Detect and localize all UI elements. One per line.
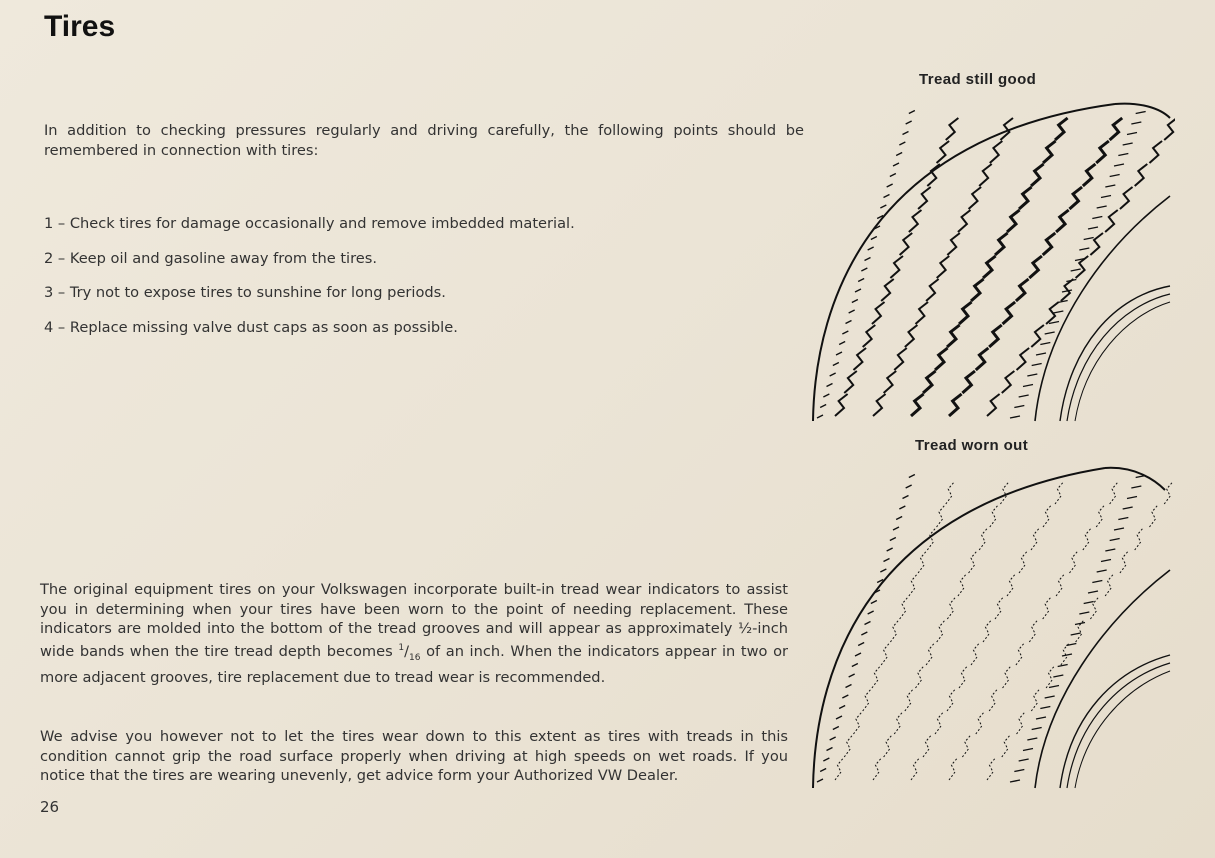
worn-tread-caption: Tread worn out xyxy=(915,437,1029,454)
page-title: Tires xyxy=(44,10,116,43)
good-tread-pattern xyxy=(817,111,1175,419)
list-item: 4 – Replace missing valve dust caps as soon as possible. xyxy=(44,318,458,336)
worn-tread-tire-illustration xyxy=(805,460,1175,790)
good-tread-caption: Tread still good xyxy=(919,71,1037,88)
good-tread-tire-illustration xyxy=(805,96,1175,426)
list-item: 3 – Try not to expose tires to sunshine for long periods. xyxy=(44,284,446,301)
worn-tire-outline xyxy=(813,468,1170,788)
wear-text-end: of an inch. When the indicators appear in two or more adjacent grooves, tire replacement due to tread wear is recommended. xyxy=(40,642,788,686)
intro-paragraph: In addition to checking pressures regularly and driving carefully, the following points should be remembered in connection with tires: xyxy=(44,122,804,159)
fraction-numerator: 1 xyxy=(398,642,405,653)
worn-tread-pattern xyxy=(817,475,1173,783)
tire-care-list xyxy=(44,212,575,350)
advice-paragraph: We advise you however not to let the tires wear down to this extent as tires with treads in this condition cannot grip the road surface properly when driving at high speeds on wet roads. If you notice that the tires are wearing unevenly, get advice form your Authorized VW Dealer. xyxy=(40,728,788,784)
fraction-denominator: 16 xyxy=(409,652,421,663)
good-tire-outline xyxy=(813,104,1170,421)
list-item: 2 – Keep oil and gasoline away from the tires. xyxy=(44,249,378,267)
list-item: 1 – Check tires for damage occasionally and remove imbedded material. xyxy=(44,215,575,232)
wear-text-start: The original equipment tires on your Volkswagen incorporate built-in tread wear indicators to assist you in determining when your tires have been worn to the point of needing replacement. These indicators are molded into the bottom of the tread grooves and will appear as approximately ½-inch wide bands when the tire tread depth becomes xyxy=(40,581,788,660)
wear-indicator-paragraph: The original equipment tires on your Volkswagen incorporate built-in tread wear indicators to assist you in determining when your tires have been worn to the point of needing replacement. These indicators are molded into the bottom of the tread grooves and will appear as approximately ½-inch wide bands when the tire tread depth becomes $^1/_{16}$ of an inch. When the indicators appear in two or more adjacent grooves, tire replacement due to tread wear is recommended. xyxy=(40,581,788,686)
page-number: 26 xyxy=(40,798,60,816)
